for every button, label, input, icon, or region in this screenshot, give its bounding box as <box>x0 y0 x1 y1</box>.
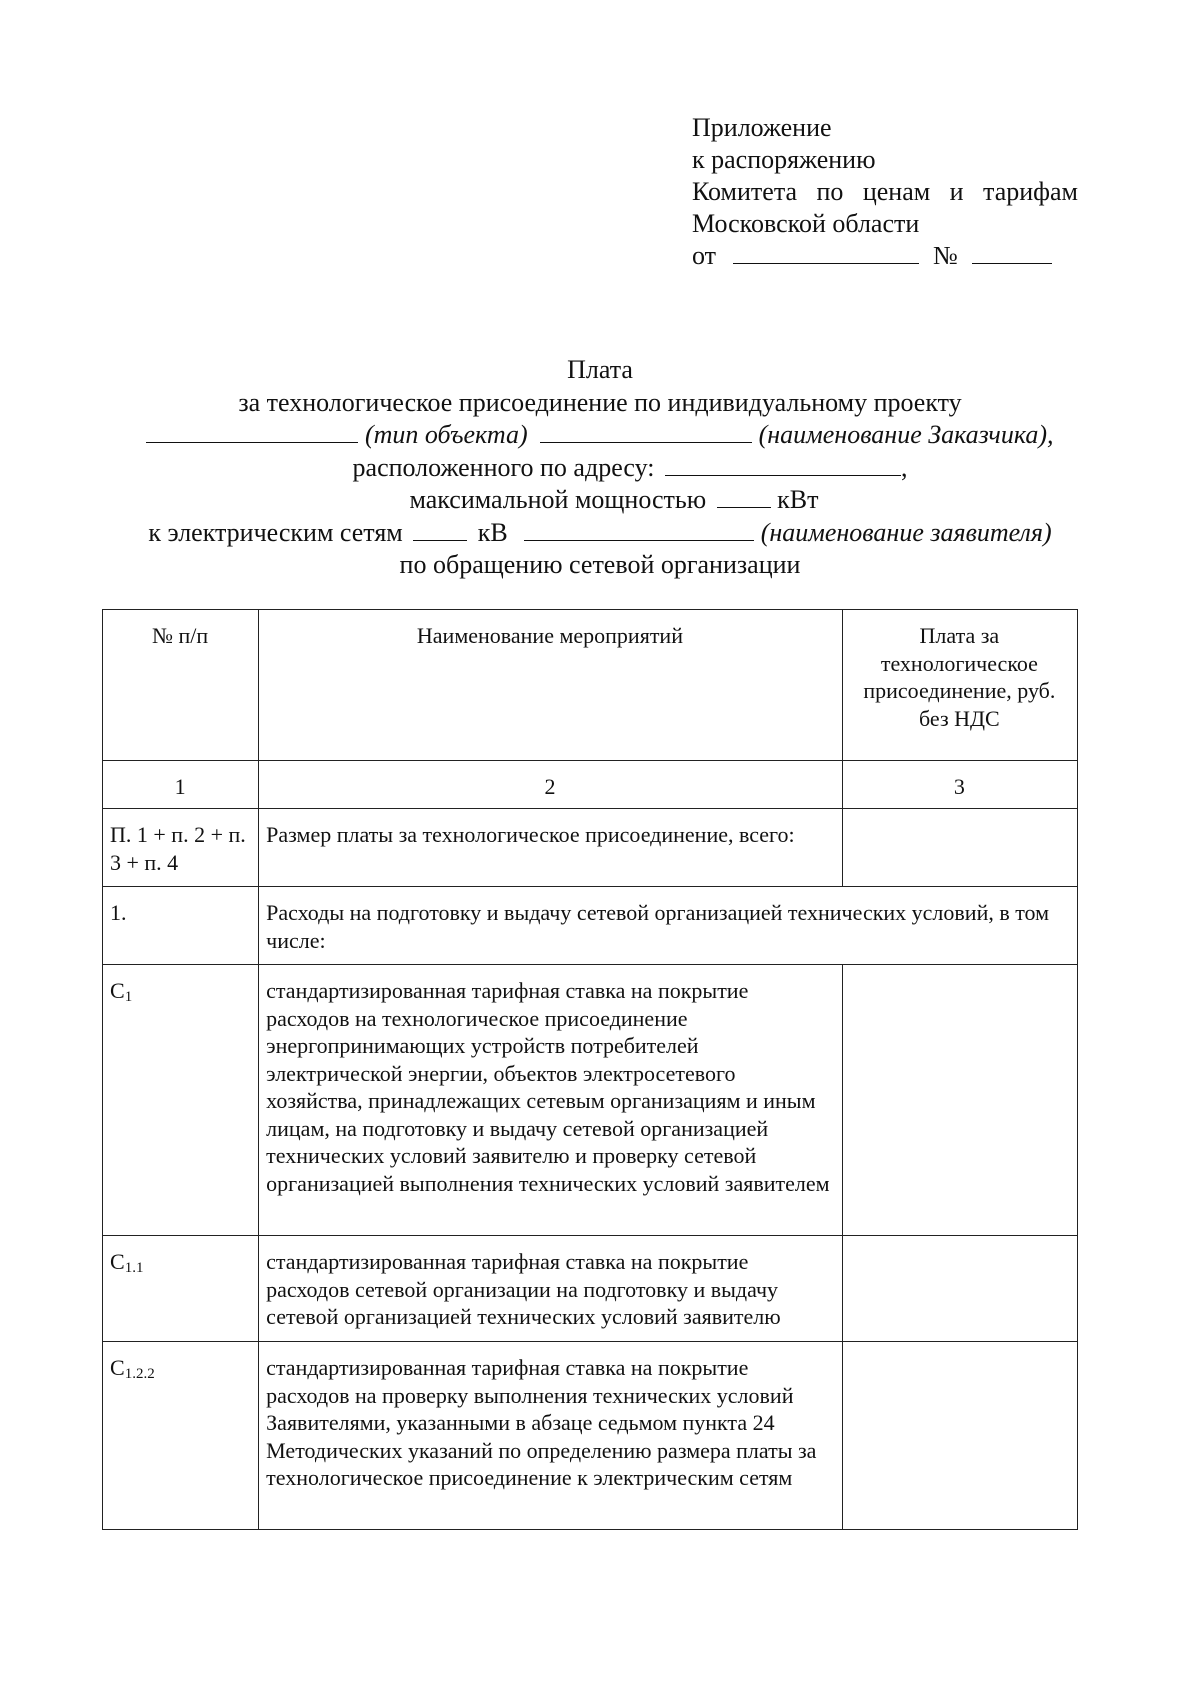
networks-label: к электрическим сетям <box>148 517 403 547</box>
row-1-num <box>103 887 259 965</box>
voltage-blank <box>413 518 467 541</box>
table-row <box>103 887 1078 965</box>
row-c11-num <box>103 1236 259 1342</box>
col-number-3 <box>842 761 1077 809</box>
table-row <box>103 965 1078 1236</box>
power-label: максимальной мощностью <box>409 485 707 514</box>
table-row <box>103 1236 1078 1342</box>
title-line-2 <box>100 419 1100 452</box>
col-number-2-text: 2 <box>544 774 556 799</box>
row-c11-fee <box>842 1236 1077 1342</box>
col-number-1 <box>103 761 259 809</box>
row-c122-fee <box>842 1342 1077 1530</box>
row-c1-num <box>103 965 259 1236</box>
approval-date-line <box>692 240 1092 272</box>
row-c11-num-sub: 1.1 <box>124 1260 144 1276</box>
header-fee-text: Плата за технологическое присоединение, руб. без НДС <box>863 623 1056 731</box>
col-number-1-text: 1 <box>174 774 186 799</box>
row-c1-num-base: С <box>110 978 125 1003</box>
row-1-name-text: Расходы на подготовку и выдачу сетевой организацией технических условий, в том числе: <box>266 900 1050 953</box>
row-total-fee-text <box>843 809 1077 827</box>
power-blank <box>717 485 771 508</box>
approval-line-3: Комитета по ценам и тарифам <box>692 177 1078 206</box>
row-c122-fee-text <box>843 1342 1077 1360</box>
col-number-3-text: 3 <box>953 774 965 799</box>
customer-name-label: (наименование Заказчика), <box>758 420 1054 449</box>
applicant-name-label: (наименование заявителя) <box>760 517 1052 547</box>
title-block <box>100 354 1100 582</box>
row-total-num <box>103 809 259 887</box>
customer-blank <box>540 420 752 443</box>
address-end: , <box>900 452 908 482</box>
object-type-blank <box>146 420 358 443</box>
row-c11-name <box>259 1236 843 1342</box>
date-blank <box>733 241 919 264</box>
header-name-text: Наименование мероприятий <box>416 623 683 648</box>
row-c11-num-base: С <box>110 1249 125 1274</box>
voltage-unit: кВ <box>477 517 508 547</box>
row-c122-num-base: С <box>110 1355 125 1380</box>
row-c1-num-sub: 1 <box>124 989 133 1005</box>
fee-table <box>102 609 1078 1530</box>
column-number-row <box>103 761 1078 809</box>
row-c11-fee-text <box>843 1236 1077 1254</box>
address-label: расположенного по адресу: <box>352 452 655 482</box>
row-c11-name-text: стандартизированная тарифная ставка на покрытие расходов сетевой организации на подготовку и выдачу сетевой организацией технических условий заявителю <box>266 1249 781 1329</box>
number-blank <box>972 241 1052 264</box>
row-c122-num-sub: 1.2.2 <box>124 1366 155 1382</box>
approval-line-4: Московской области <box>692 209 920 238</box>
approval-line-2: к распоряжению <box>692 145 876 174</box>
object-type-label: (тип объекта) <box>364 420 528 449</box>
row-1-name <box>259 887 1078 965</box>
title-line-3 <box>100 452 1100 485</box>
title-line-5 <box>100 517 1100 550</box>
row-total-name <box>259 809 843 887</box>
row-1-num-text: 1. <box>110 900 127 925</box>
row-c1-name <box>259 965 843 1236</box>
approval-block <box>692 112 1092 272</box>
title-line-1: за технологическое присоединение по индивидуальному проекту <box>238 387 962 417</box>
row-c122-name <box>259 1342 843 1530</box>
table-header-row <box>103 610 1078 761</box>
power-unit: кВт <box>777 485 819 514</box>
row-c1-fee <box>842 965 1077 1236</box>
title-heading: Плата <box>567 355 633 384</box>
number-label: № <box>933 241 958 270</box>
col-number-2 <box>259 761 843 809</box>
approval-line-1: Приложение <box>692 113 832 142</box>
row-total-name-text: Размер платы за технологическое присоединение, всего: <box>266 822 795 847</box>
address-blank <box>665 453 901 476</box>
header-num-text: № п/п <box>152 623 209 648</box>
table-row <box>103 1342 1078 1530</box>
row-c122-num <box>103 1342 259 1530</box>
header-name <box>259 610 843 761</box>
row-total-fee <box>842 809 1077 887</box>
from-label: от <box>692 241 717 270</box>
applicant-blank <box>524 518 754 541</box>
header-fee <box>842 610 1077 761</box>
title-line-6: по обращению сетевой организации <box>399 550 801 579</box>
row-c122-name-text: стандартизированная тарифная ставка на покрытие расходов на проверку выполнения технических условий Заявителями, указанными в абзаце седьмом пункта 24 Методических указаний по определению размера платы за технологическое присоединение к электрическим сетям <box>266 1355 817 1490</box>
row-c1-name-text: стандартизированная тарифная ставка на покрытие расходов на технологическое присоединение энергопринимающих устройств потребителей электрической энергии, объектов электросетевого хозяйства, принадлежащих сетевым организациям и иным лицам, на подготовку и выдачу сетевой организацией технических условий заявителю и проверку сетевой организацией выполнения технических условий заявителем <box>266 978 830 1196</box>
row-total-num-text: П. 1 + п. 2 + п. 3 + п. 4 <box>110 822 246 875</box>
title-line-4 <box>100 484 1100 517</box>
row-c1-fee-text <box>843 965 1077 983</box>
header-num <box>103 610 259 761</box>
table-row <box>103 809 1078 887</box>
